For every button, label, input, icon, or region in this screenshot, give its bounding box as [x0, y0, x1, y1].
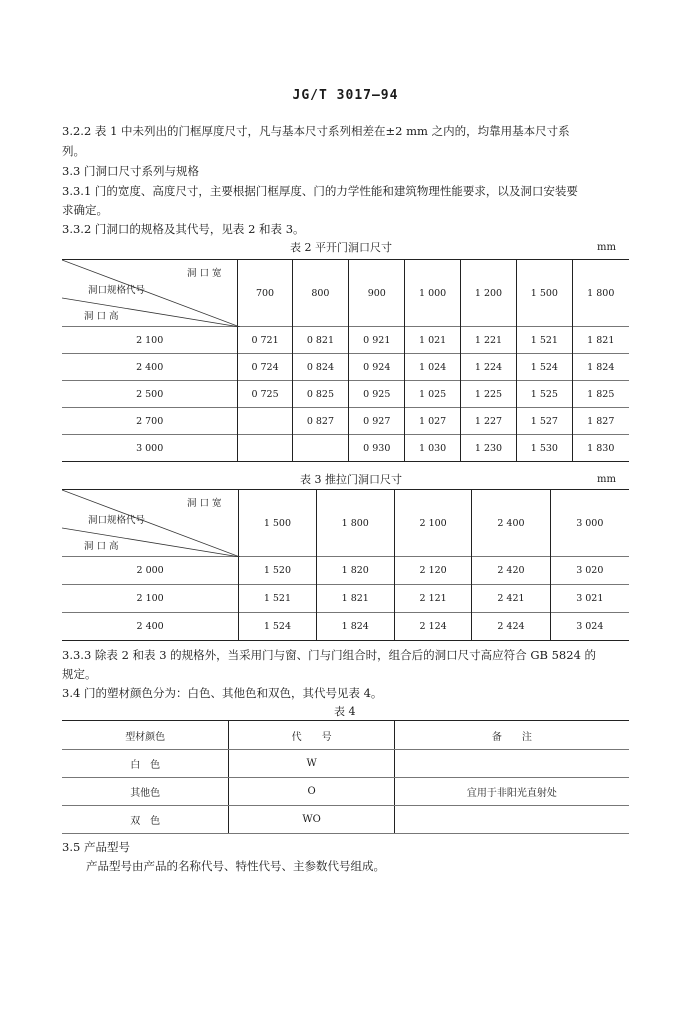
table4-cell	[394, 750, 629, 778]
section-3-3-heading: 3.3 门洞口尺寸系列与规格	[62, 164, 199, 178]
table3-cell: 2 124	[394, 613, 471, 641]
table3-width-col: 1 500	[239, 490, 316, 557]
table2-cell: 1 524	[517, 354, 572, 381]
table-row	[62, 327, 629, 354]
table2-cell: 1 025	[405, 381, 460, 408]
table2-width-col: 1 200	[460, 260, 516, 327]
table2-height: 2 500	[62, 381, 238, 408]
table3-cell: 3 024	[550, 613, 629, 641]
para-3-3-2: 3.3.2 门洞口的规格及其代号，见表 2 和表 3。	[62, 222, 305, 236]
table3-height: 2 400	[62, 613, 239, 641]
table3-cell: 3 020	[550, 557, 629, 585]
table2-cell	[292, 435, 348, 462]
table-row	[62, 585, 629, 613]
table3-width-col: 2 100	[394, 490, 471, 557]
table2-cell: 0 825	[292, 381, 348, 408]
table-row	[62, 435, 629, 462]
table2-cell: 1 530	[517, 435, 572, 462]
para-3-4: 3.4 门的塑材颜色分为：白色、其他色和双色，其代号见表 4。	[62, 686, 383, 700]
table2-cell: 1 030	[405, 435, 460, 462]
table3-width-col: 1 800	[316, 490, 394, 557]
page-header: JG/T 3017—94	[292, 88, 399, 103]
table4-cell	[394, 806, 629, 834]
table3-cell: 1 824	[316, 613, 394, 641]
table4-header: 代 号	[229, 721, 394, 750]
table2-width-col: 1 800	[572, 260, 629, 327]
table2-height: 2 700	[62, 408, 238, 435]
table3-corner-header	[62, 490, 239, 557]
table3-cell: 1 820	[316, 557, 394, 585]
table2-cell: 0 821	[292, 327, 348, 354]
table4-header: 型材颜色	[62, 721, 229, 750]
table2-cell: 1 527	[517, 408, 572, 435]
table2-width-col: 800	[292, 260, 348, 327]
table2-cell: 1 224	[460, 354, 516, 381]
table2-cell: 1 227	[460, 408, 516, 435]
table3-width-col: 3 000	[550, 490, 629, 557]
table3-cell: 1 520	[239, 557, 316, 585]
table3-height: 2 000	[62, 557, 239, 585]
table2-corner-header	[62, 260, 238, 327]
table2-cell: 1 230	[460, 435, 516, 462]
table4-cell: WO	[229, 806, 394, 834]
table2-hdr-height: 洞 口 高	[84, 311, 119, 322]
table2-width-col: 900	[349, 260, 405, 327]
table2-unit: mm	[597, 242, 616, 253]
table2-cell: 0 721	[238, 327, 292, 354]
table2-cell: 1 225	[460, 381, 516, 408]
table3-height: 2 100	[62, 585, 239, 613]
table3-unit: mm	[597, 474, 616, 485]
table2-cell: 0 924	[349, 354, 405, 381]
table2-cell: 1 525	[517, 381, 572, 408]
table2-cell: 1 521	[517, 327, 572, 354]
table2-hdr-width: 洞 口 宽	[187, 268, 222, 279]
table4-cell: 双 色	[62, 806, 229, 834]
table2-cell: 1 024	[405, 354, 460, 381]
table2-cell: 1 830	[572, 435, 629, 462]
table4-cell: O	[229, 778, 394, 806]
table-row	[62, 806, 629, 834]
table4-cell: 宜用于非阳光直射处	[394, 778, 629, 806]
table2-cell: 0 824	[292, 354, 348, 381]
table2-cell: 0 827	[292, 408, 348, 435]
table2-cell: 0 725	[238, 381, 292, 408]
table2-cell	[238, 408, 292, 435]
table-row	[62, 354, 629, 381]
table2-cell: 1 021	[405, 327, 460, 354]
table3-cell: 2 120	[394, 557, 471, 585]
para-3-3-3-line2: 规定。	[62, 667, 97, 681]
table2-width-col: 1 500	[517, 260, 572, 327]
para-3-2-2-line2: 列。	[62, 144, 85, 158]
table3-cell: 1 821	[316, 585, 394, 613]
table4	[62, 720, 629, 834]
table4-header: 备 注	[394, 721, 629, 750]
table2-width-col: 1 000	[405, 260, 460, 327]
table-row	[62, 381, 629, 408]
table2-cell: 0 724	[238, 354, 292, 381]
table2-hdr-code: 洞口规格代号	[88, 285, 146, 296]
table4-caption: 表 4	[334, 705, 356, 718]
table2-cell: 1 824	[572, 354, 629, 381]
table3-cell: 2 420	[472, 557, 550, 585]
table3-cell: 1 521	[239, 585, 316, 613]
table2-cell: 1 821	[572, 327, 629, 354]
table3-width-col: 2 400	[472, 490, 550, 557]
table2-height: 2 400	[62, 354, 238, 381]
table2-cell: 0 927	[349, 408, 405, 435]
table4-cell: 其他色	[62, 778, 229, 806]
table2-cell: 1 027	[405, 408, 460, 435]
section-3-5-heading: 3.5 产品型号	[62, 840, 130, 854]
table3-hdr-code: 洞口规格代号	[88, 515, 146, 526]
para-3-2-2-line1: 3.2.2 表 1 中未列出的门框厚度尺寸，凡与基本尺寸系列相差在±2 mm 之内的，均靠用基本尺寸系	[62, 124, 570, 138]
table-row	[62, 408, 629, 435]
table2-cell: 1 825	[572, 381, 629, 408]
table2-cell: 1 827	[572, 408, 629, 435]
table-row	[62, 557, 629, 585]
table3-cell: 2 421	[472, 585, 550, 613]
para-3-3-1-line2: 求确定。	[62, 203, 108, 217]
table4-cell: 白 色	[62, 750, 229, 778]
table-row	[62, 778, 629, 806]
table2-cell: 0 921	[349, 327, 405, 354]
table-row	[62, 750, 629, 778]
table2-height: 3 000	[62, 435, 238, 462]
table2-cell	[238, 435, 292, 462]
table3	[62, 489, 629, 641]
table3-cell: 2 424	[472, 613, 550, 641]
table3-hdr-width: 洞 口 宽	[187, 498, 222, 509]
table2-caption: 表 2 平开门洞口尺寸	[290, 241, 392, 254]
table2-height: 2 100	[62, 327, 238, 354]
para-3-3-3-line1: 3.3.3 除表 2 和表 3 的规格外，当采用门与窗、门与门组合时，组合后的洞口尺寸高应符合 GB 5824 的	[62, 648, 597, 662]
table2-width-col: 700	[238, 260, 292, 327]
table2-cell: 0 930	[349, 435, 405, 462]
para-3-5: 产品型号由产品的名称代号、特性代号、主参数代号组成。	[86, 859, 385, 873]
table3-hdr-height: 洞 口 高	[84, 541, 119, 552]
table3-caption: 表 3 推拉门洞口尺寸	[300, 473, 402, 486]
table3-cell: 2 121	[394, 585, 471, 613]
table3-cell: 1 524	[239, 613, 316, 641]
table-row	[62, 613, 629, 641]
table2-cell: 0 925	[349, 381, 405, 408]
table2	[62, 259, 629, 462]
para-3-3-1-line1: 3.3.1 门的宽度、高度尺寸，主要根据门框厚度、门的力学性能和建筑物理性能要求，以及洞口安装要	[62, 184, 578, 198]
table2-cell: 1 221	[460, 327, 516, 354]
table3-cell: 3 021	[550, 585, 629, 613]
table4-cell: W	[229, 750, 394, 778]
